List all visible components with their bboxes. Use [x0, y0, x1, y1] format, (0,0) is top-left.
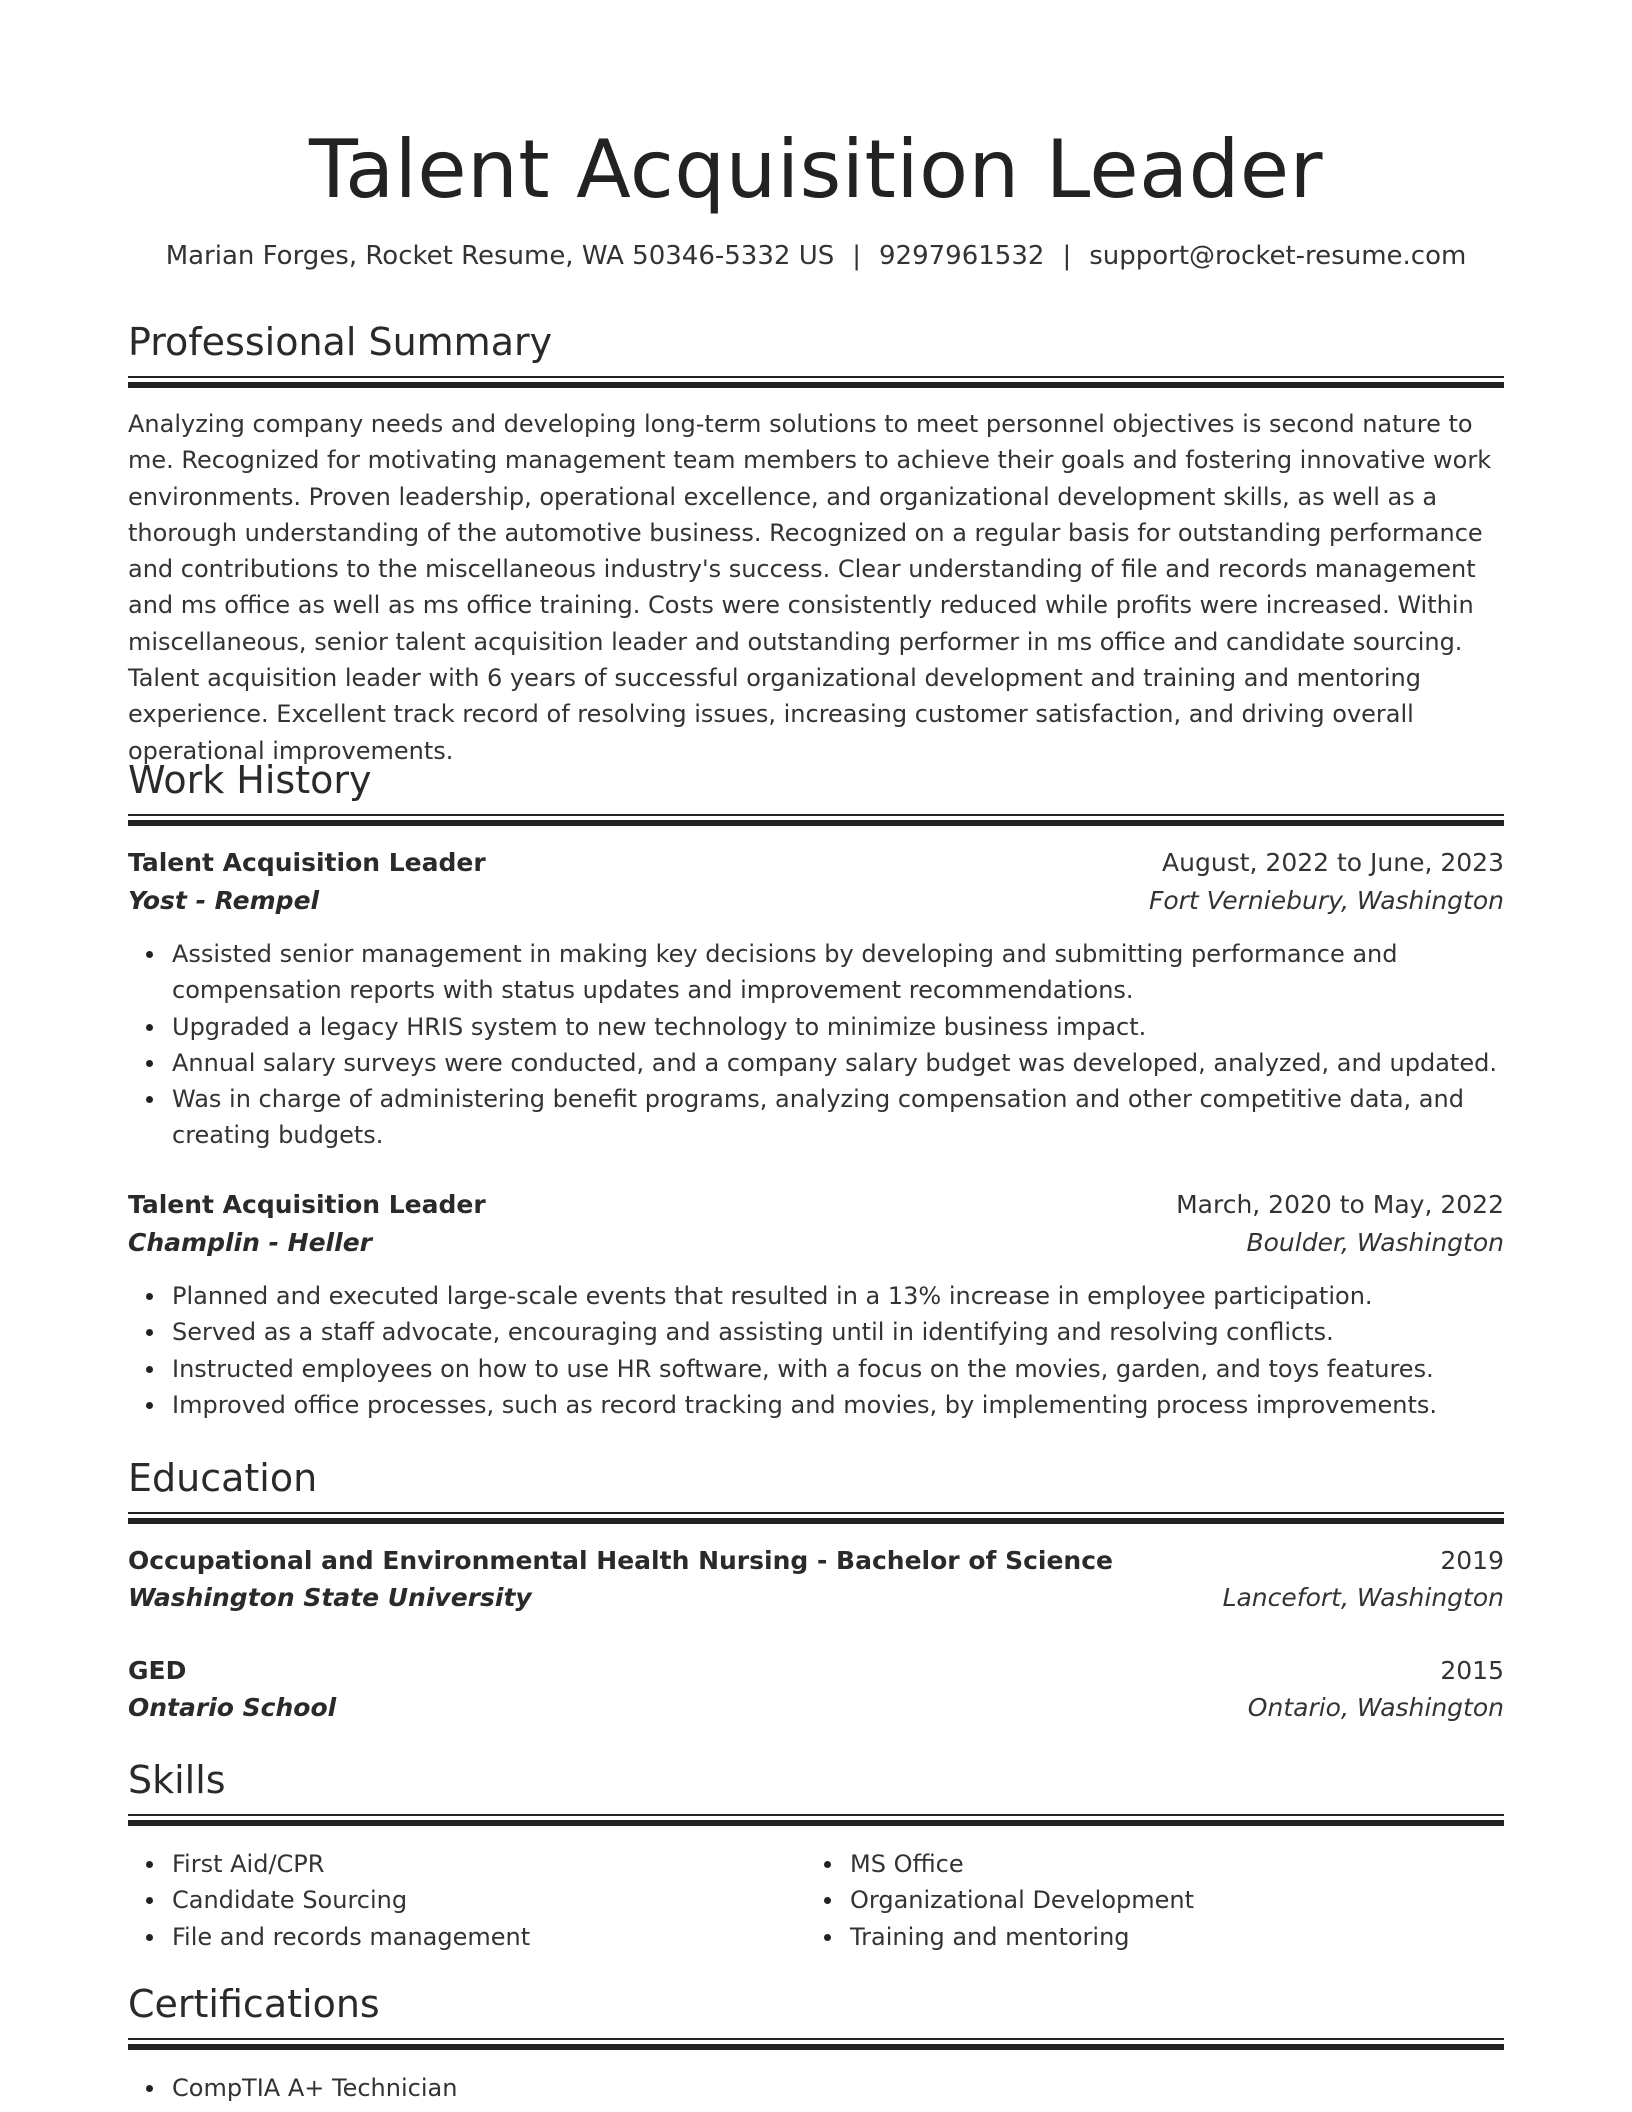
job-dates: March, 2020 to May, 2022: [1176, 1190, 1504, 1219]
skill-item: Candidate Sourcing: [128, 1882, 1504, 1918]
list-item: Planned and executed large-scale events that resulted in a 13% increase in employee participation.: [128, 1278, 1504, 1314]
list-item: Annual salary surveys were conducted, and a company salary budget was developed, analyzed, and updated.: [128, 1045, 1504, 1081]
summary-divider: [128, 376, 1504, 388]
education-year: 2019: [1440, 1546, 1504, 1575]
job-company: Yost - Rempel: [128, 886, 320, 915]
work-history-divider: [128, 814, 1504, 826]
job-title: Talent Acquisition Leader: [128, 1190, 486, 1219]
summary-text: Analyzing company needs and developing long-term solutions to meet personnel objectives is second nature to me. Recognized for motivating management team members to achieve their goals and fostering innovative work environments. Proven leadership, operational excellence, and organizational development skills, as well as a thorough understanding of the automotive business. Recognized on a regular basis for outstanding performance and contributions to the miscellaneous industry's success. Clear understanding of file and records management and ms office as well as ms office training. Costs were consistently reduced while profits were increased. Within miscellaneous, senior talent acquisition leader and outstanding performer in ms office and candidate sourcing. Talent acquisition leader with 6 years of successful organizational development and training and mentoring experience. Excellent track record of resolving issues, increasing customer satisfaction, and driving overall operational improvements.: [128, 410, 1492, 765]
job-subheader: [128, 1224, 1504, 1262]
job-title: Talent Acquisition Leader: [128, 848, 486, 877]
job-bullets: [128, 936, 1504, 1154]
education-degree: GED: [128, 1656, 187, 1685]
certifications-heading: Certifications: [128, 1982, 380, 2026]
summary-heading: Professional Summary: [128, 320, 553, 364]
education-year: 2015: [1440, 1656, 1504, 1685]
job-location: Fort Verniebury, Washington: [1148, 886, 1504, 915]
education-location: Lancefort, Washington: [1222, 1583, 1504, 1612]
education-degree: Occupational and Environmental Health Nursing - Bachelor of Science: [128, 1546, 1113, 1575]
education-subheader: [128, 1579, 1504, 1617]
education-divider: [128, 1512, 1504, 1524]
job-subheader: [128, 882, 1504, 920]
certifications-divider: [128, 2038, 1504, 2050]
skill-item: Training and mentoring: [806, 1919, 1632, 1955]
job-header: [128, 844, 1504, 882]
skill-item: Organizational Development: [806, 1882, 1632, 1918]
certifications-list: [128, 2070, 1504, 2106]
skill-item: File and records management: [128, 1919, 1504, 1955]
education-school: Ontario School: [128, 1693, 337, 1722]
contact-phone[interactable]: 9297961532: [879, 241, 1045, 271]
list-item: Was in charge of administering benefit programs, analyzing compensation and other competitive data, and creating budgets.: [128, 1081, 1504, 1154]
work-history-heading: Work History: [128, 758, 372, 802]
job-company: Champlin - Heller: [128, 1228, 372, 1257]
skill-item: First Aid/CPR: [128, 1846, 1504, 1882]
candidate-name: Talent Acquisition Leader: [309, 123, 1323, 216]
contact-line: [128, 236, 1504, 276]
skills-heading: Skills: [128, 1758, 226, 1802]
job-header: [128, 1186, 1504, 1224]
certification-item: CompTIA A+ Technician: [128, 2070, 1504, 2106]
contact-separator: |: [852, 241, 862, 271]
list-item: Instructed employees on how to use HR software, with a focus on the movies, garden, and toys features.: [128, 1351, 1504, 1387]
job-dates: August, 2022 to June, 2023: [1162, 848, 1504, 877]
skills-list-right: [806, 1846, 1632, 1955]
contact-separator: |: [1062, 241, 1072, 271]
job-location: Boulder, Washington: [1246, 1228, 1504, 1257]
job-bullets: [128, 1278, 1504, 1423]
contact-address: Marian Forges, Rocket Resume, WA 50346-5332 US: [165, 241, 835, 271]
list-item: Upgraded a legacy HRIS system to new technology to minimize business impact.: [128, 1009, 1504, 1045]
education-school: Washington State University: [128, 1583, 532, 1612]
skill-item: MS Office: [806, 1846, 1632, 1882]
education-location: Ontario, Washington: [1247, 1693, 1504, 1722]
education-header: [128, 1652, 1504, 1690]
list-item: Served as a staff advocate, encouraging and assisting until in identifying and resolving conflicts.: [128, 1314, 1504, 1350]
education-header: [128, 1542, 1504, 1580]
contact-email[interactable]: support@rocket-resume.com: [1089, 241, 1467, 271]
list-item: Assisted senior management in making key decisions by developing and submitting performance and compensation reports with status updates and improvement recommendations.: [128, 936, 1504, 1009]
education-heading: Education: [128, 1456, 318, 1500]
list-item: Improved office processes, such as record tracking and movies, by implementing process improvements.: [128, 1387, 1504, 1423]
skills-divider: [128, 1814, 1504, 1826]
education-subheader: [128, 1689, 1504, 1727]
